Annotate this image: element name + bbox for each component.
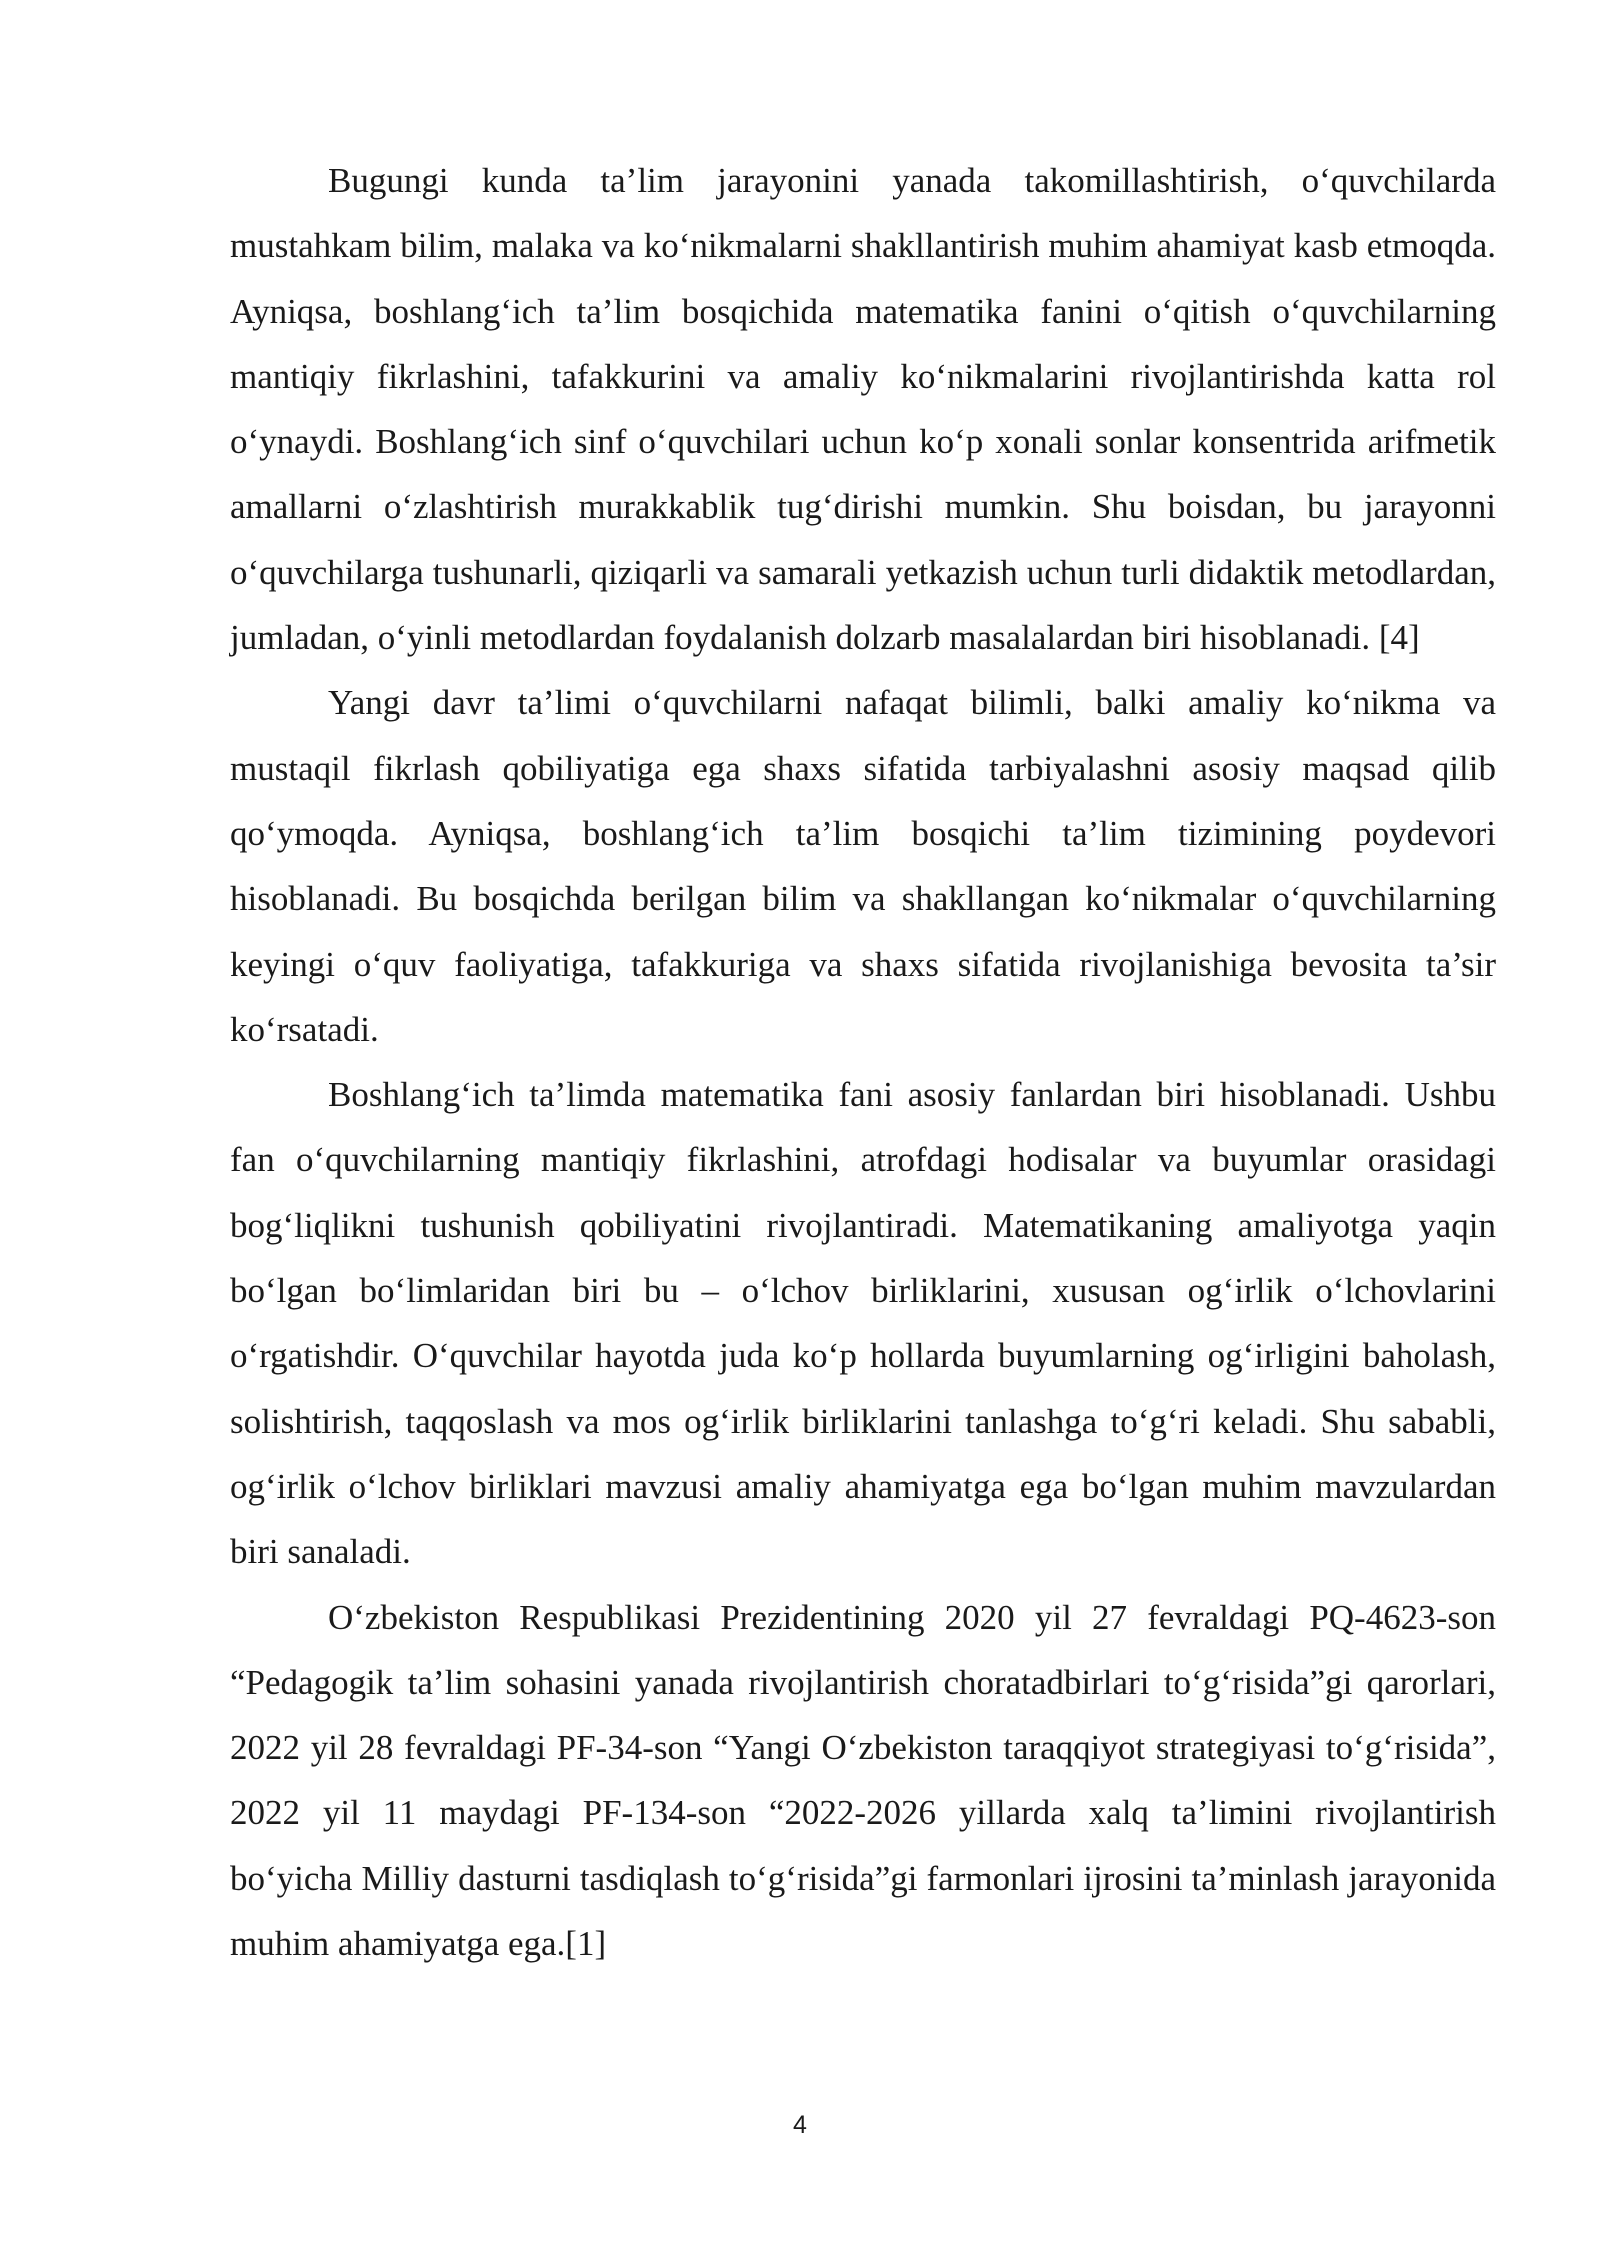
paragraph-1: Bugungi kunda ta’lim jarayonini yanada takomillashtirish, o‘quvchilarda mustahkam bilim, malaka va ko‘nikmalarni shakllantirish muhim ahamiyat kasb etmoqda. Ayniqsa, boshlang‘ich ta’lim bosqichida matematika fanini o‘qitish o‘quvchilarning mantiqiy fikrlashini, tafakkurini va amaliy ko‘nikmalarini rivojlantirishda katta rol o‘ynaydi. Boshlang‘ich sinf o‘quvchilari uchun ko‘p xonali sonlar konsentrida arifmetik amallarni o‘zlashtirish murakkablik tug‘dirishi mumkin. Shu boisdan, bu jarayonni o‘quvchilarga tushunarli, qiziqarli va samarali yetkazish uchun turli didaktik metodlardan, jumladan, o‘yinli metodlardan foydalanish dolzarb masalalardan biri hisoblanadi. [4] [230, 161, 1496, 658]
paragraph-2: Yangi davr ta’limi o‘quvchilarni nafaqat bilimli, balki amaliy ko‘nikma va mustaqil fikrlash qobiliyatiga ega shaxs sifatida tarbiyalashni asosiy maqsad qilib qo‘ymoqda. Ayniqsa, boshlang‘ich ta’lim bosqichi ta’lim tizimining poydevori hisoblanadi. Bu bosqichda berilgan bilim va shakllangan ko‘nikmalar o‘quvchilarning keyingi o‘quv faoliyatiga, tafakkuriga va shaxs sifatida rivojlanishiga bevosita ta’sir ko‘rsatadi. [230, 683, 1496, 1049]
paragraph-4: O‘zbekiston Respublikasi Prezidentining 2020 yil 27 fevraldagi PQ-4623-son “Pedagogik ta’lim sohasini yanada rivojlantirish choratadbirlari to‘g‘risida”gi qarorlari, 2022 yil 28 fevraldagi PF-34-son “Yangi O‘zbekiston taraqqiyot strategiyasi to‘g‘risida”, 2022 yil 11 maydagi PF-134-son “2022-2026 yillarda xalq ta’limini rivojlantirish bo‘yicha Milliy dasturni tasdiqlash to‘g‘risida”gi farmonlari ijrosini ta’minlash jarayonida muhim ahamiyatga ega.[1] [230, 1597, 1496, 1964]
paragraph-3: Boshlang‘ich ta’limda matematika fani asosiy fanlardan biri hisoblanadi. Ushbu fan o‘quvchilarning mantiqiy fikrlashini, atrofdagi hodisalar va buyumlar orasidagi bog‘liqlikni tushunish qobiliyatini rivojlantiradi. Matematikaning amaliyotga yaqin bo‘lgan bo‘limlaridan biri bu – o‘lchov birliklarini, xususan og‘irlik o‘lchovlarini o‘rgatishdir. O‘quvchilar hayotda juda ko‘p hollarda buyumlarning og‘irligini baholash, solishtirish, taqqoslash va mos og‘irlik birliklarini tanlashga to‘g‘ri keladi. Shu sababli, og‘irlik o‘lchov birliklari mavzusi amaliy ahamiyatga ega bo‘lgan muhim mavzulardan biri sanaladi. [230, 1075, 1496, 1572]
page-number: 4 [793, 2111, 807, 2139]
body-text [230, 148, 1496, 1976]
